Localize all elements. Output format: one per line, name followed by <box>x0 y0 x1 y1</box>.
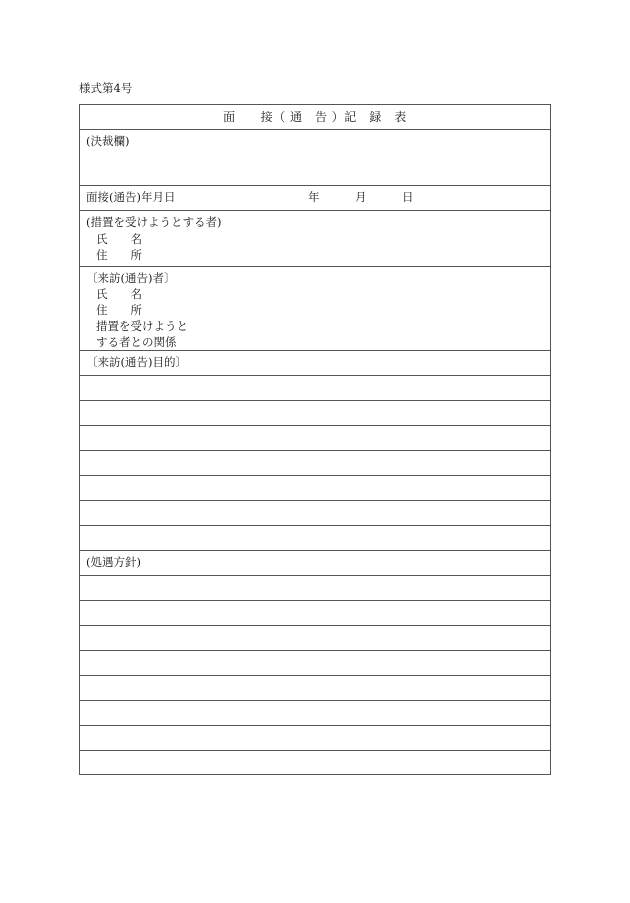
visitor-relation-label-2: する者との関係 <box>96 335 177 349</box>
purpose-line[interactable] <box>80 426 550 451</box>
visitor-label: 〔来訪(通告)者〕 <box>86 271 176 285</box>
title-row <box>80 105 550 130</box>
subject-address-label: 住 所 <box>96 248 142 262</box>
policy-line[interactable] <box>80 651 550 676</box>
policy-line[interactable] <box>80 576 550 601</box>
purpose-line[interactable] <box>80 451 550 476</box>
policy-line[interactable] <box>80 601 550 626</box>
purpose-label: 〔来訪(通告)目的〕 <box>86 355 187 369</box>
policy-line[interactable] <box>80 701 550 726</box>
purpose-header-row <box>80 351 550 376</box>
visitor-address-label: 住 所 <box>96 303 142 317</box>
interview-date-row[interactable] <box>80 186 550 211</box>
purpose-line[interactable] <box>80 526 550 551</box>
policy-header-row <box>80 551 550 576</box>
policy-line[interactable] <box>80 676 550 701</box>
purpose-line[interactable] <box>80 501 550 526</box>
purpose-line[interactable] <box>80 476 550 501</box>
visitor-relation-label-1: 措置を受けようと <box>96 319 188 333</box>
interview-date-label: 面接(通告)年月日 <box>86 190 176 204</box>
policy-line[interactable] <box>80 626 550 651</box>
form-title: 面 接（ 通 告 ）記 録 表 <box>223 110 407 124</box>
policy-line[interactable] <box>80 751 550 776</box>
subject-name-label: 氏 名 <box>96 232 142 246</box>
day-label: 日 <box>402 190 414 204</box>
policy-label: (処遇方針) <box>86 555 141 569</box>
record-sheet <box>79 104 551 775</box>
subject-row[interactable] <box>80 211 550 267</box>
visitor-row[interactable] <box>80 267 550 351</box>
visitor-name-label: 氏 名 <box>96 287 142 301</box>
subject-label: (措置を受けようとする者) <box>86 215 222 229</box>
form-number: 様式第4号 <box>79 81 133 95</box>
year-label: 年 <box>308 190 320 204</box>
month-label: 月 <box>355 190 367 204</box>
purpose-line[interactable] <box>80 376 550 401</box>
policy-line[interactable] <box>80 726 550 751</box>
decision-row[interactable] <box>80 130 550 186</box>
decision-label: (決裁欄) <box>86 134 130 148</box>
purpose-line[interactable] <box>80 401 550 426</box>
